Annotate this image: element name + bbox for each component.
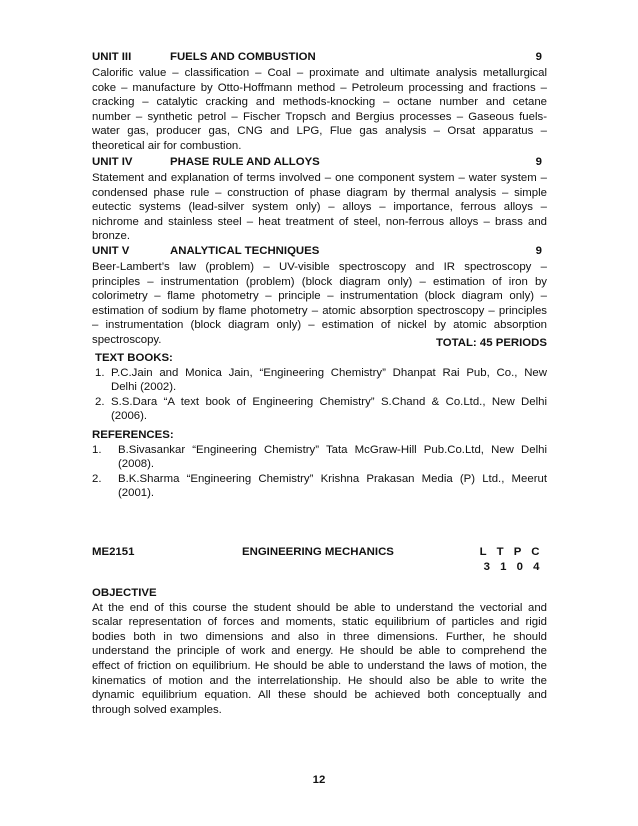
body-line: eutectic systems (lead-silver system only) – alloys – importance, ferrous alloys – [92,201,547,214]
textbooks-heading: TEXT BOOKS: [95,352,173,364]
course-title: ENGINEERING MECHANICS [242,546,394,558]
item-text: Delhi (2002). [111,381,177,394]
unit-hours: 9 [535,245,542,257]
item-text: (2006). [111,410,148,423]
body-line: understand the principle of work and energy. He should be able to comprehend the [92,645,547,658]
references-section [92,428,547,501]
ltpc-values: 3 1 0 4 [483,561,543,573]
body-line: scalar representation of forces and moments, static equilibrium of particles and rigid [92,616,547,629]
body-line: Calorific value – classification – Coal – proximate and ultimate analysis metallurgical [92,67,547,79]
textbook-item [95,395,547,424]
unit-title: PHASE RULE AND ALLOYS [170,156,320,168]
unit-4-heading [92,155,547,170]
body-line: spectroscopy. [92,333,162,346]
unit-title: FUELS AND COMBUSTION [170,51,316,63]
textbooks-section [95,351,547,424]
body-line: nichrome and stainless steel – heat treatment of steel, non-ferrous alloys – brass and [92,215,547,228]
objective-section [92,586,547,717]
item-text: (2001). [118,487,155,500]
course-code: ME2151 [92,546,135,558]
objective-heading: OBJECTIVE [92,587,157,599]
body-line: kinematics of motion and the interrelationship. He should also be able to write the [92,674,547,687]
ltpc-header: L T P C [479,546,543,558]
unit-hours: 9 [535,51,542,63]
body-line: bronze. [92,230,130,243]
body-line: estimation of sodium by flame photometry – atomic absorption spectroscopy – principles [92,304,547,317]
item-text: S.S.Dara “A text book of Engineering Chemistry” S.Chand & Co.Ltd., New Delhi [111,395,547,408]
body-line: effect of friction on equilibrium. He should be able to understand the laws of motion, the [92,659,547,672]
unit-code: UNIT III [92,51,132,63]
item-number: 2. [92,472,102,485]
body-line: principles – instrumentation (problem) (block diagram only) – estimation of iron by [92,275,547,288]
body-line: colorimetry – flame photometry – principle – instrumentation (block diagram only) – [92,290,547,303]
unit-3-body [92,66,547,154]
unit-code: UNIT V [92,245,130,257]
item-text: (2008). [118,458,155,471]
body-line: At the end of this course the student should be able to understand the vectorial and [92,601,547,614]
body-line: cracking – catalytic cracking and methods-knocking – octane number and cetane [92,96,547,109]
item-text: P.C.Jain and Monica Jain, “Engineering Chemistry” Dhanpat Rai Pub, Co., New [111,366,547,379]
body-line: Statement and explanation of terms involved – one component system – water system – [92,172,547,184]
item-number: 1. [95,366,105,379]
body-line: through solved examples. [92,703,222,716]
references-heading: REFERENCES: [92,429,174,441]
item-number: 2. [95,395,105,408]
body-line: coke – manufacture by Otto-Hoffmann method – Petroleum processing and fractions – [92,81,547,94]
body-line: condensed phase rule – construction of phase diagram by thermal analysis – simple [92,186,547,199]
unit-title: ANALYTICAL TECHNIQUES [170,245,320,257]
body-line: dynamic equilibrium equation. All these should be achieved both conceptually and [92,689,547,702]
item-number: 1. [92,443,102,456]
unit-4-body [92,171,547,244]
body-line: number – synthetic petrol – Fischer Tropsch and Bergius processes – Gaseous fuels- [92,110,547,123]
unit-code: UNIT IV [92,156,133,168]
unit-3-heading [92,50,547,65]
page-number: 12 [312,774,326,786]
body-line: Beer-Lambert’s law (problem) – UV-visible spectroscopy and IR spectroscopy – [92,261,547,273]
textbook-item [95,366,547,395]
reference-item [92,472,547,501]
unit-5-body [92,260,547,348]
total-periods-row [92,336,547,351]
body-line: water gas, producer gas, CNG and LPG, Flue gas analysis – Orsat apparatus – [92,125,547,138]
body-line: – instrumentation (block diagram only) – estimation of nickel by atomic absorption [92,319,547,332]
course-header [92,545,547,575]
reference-item [92,443,547,472]
unit-5-heading [92,244,547,259]
body-line: theoretical air for combustion. [92,139,242,152]
item-text: B.K.Sharma “Engineering Chemistry” Krishna Prakasan Media (P) Ltd., Meerut [118,472,547,485]
unit-hours: 9 [535,156,542,168]
item-text: B.Sivasankar “Engineering Chemistry” Tata McGraw-Hill Pub.Co.Ltd, New Delhi [118,443,547,456]
body-line: bodies both in two dimensions and also in three dimensions. Further, he should [92,630,547,643]
total-periods: TOTAL: 45 PERIODS [436,337,547,349]
